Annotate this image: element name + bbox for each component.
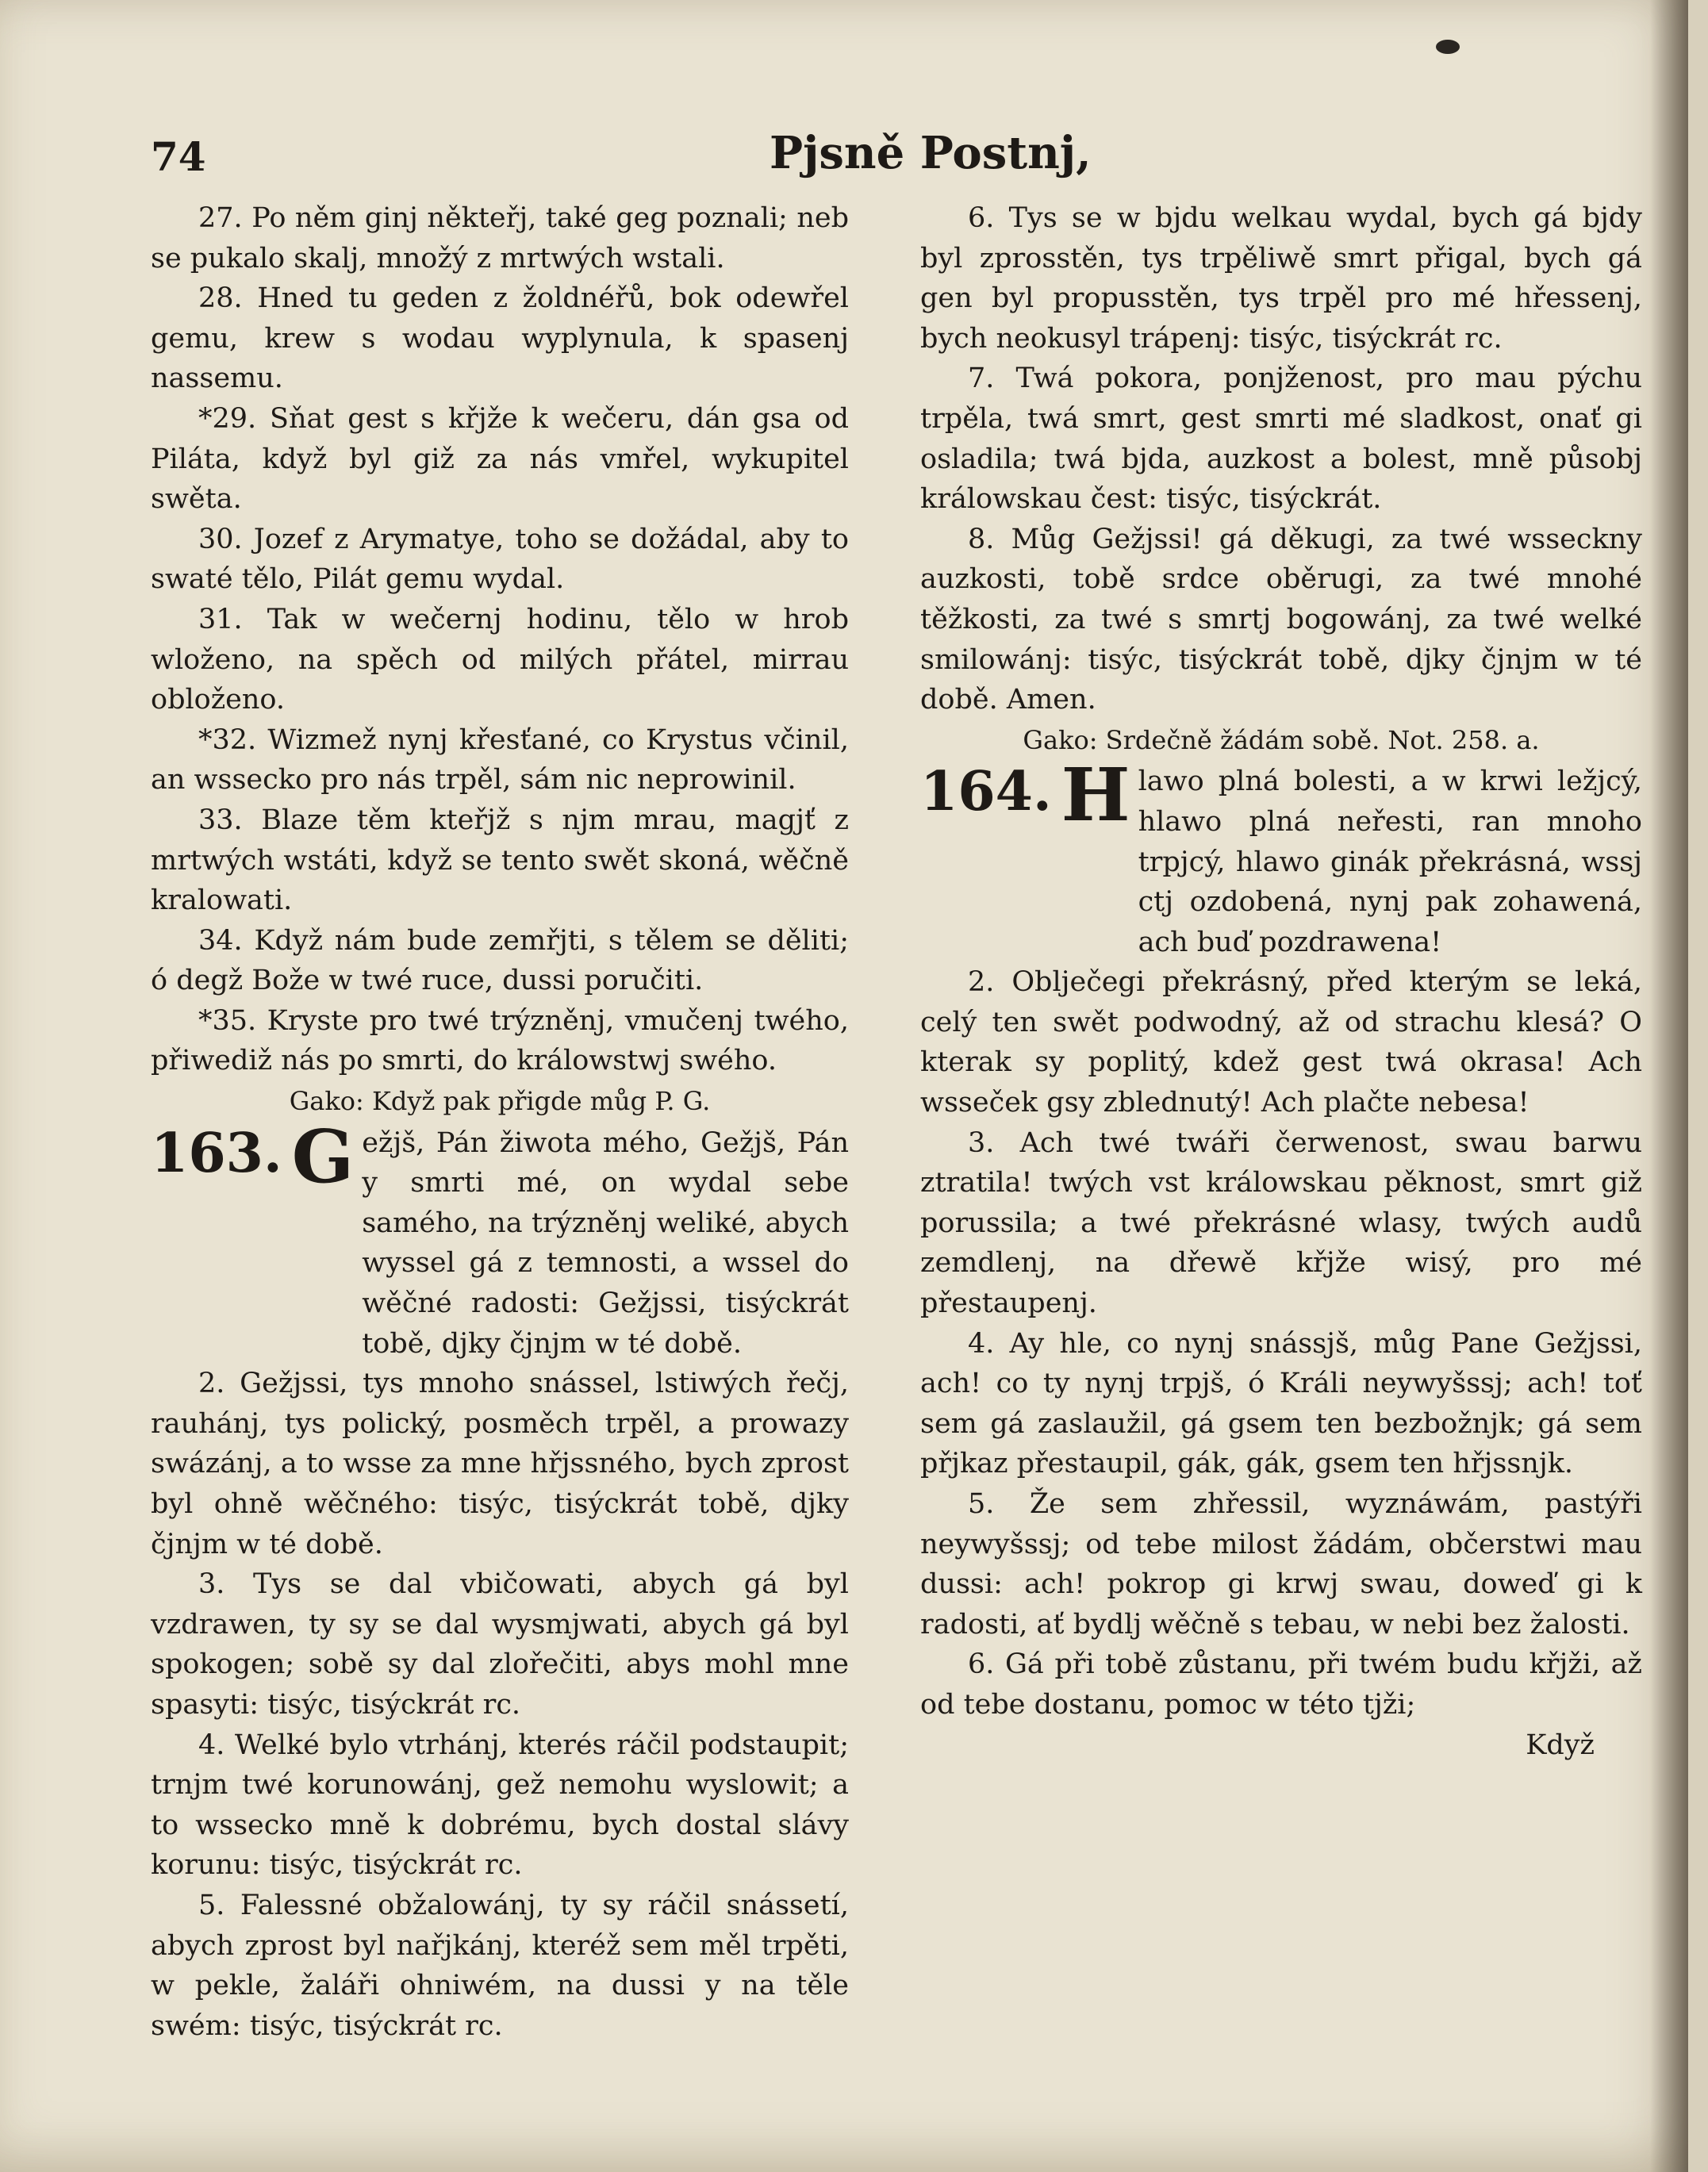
- verse: 4. Welké bylo vtrhánj, kterés ráčil podstaupit; trnjm twé korunowánj, gež nemohu wyslowit; a to wssecko mně k dobrému, bych dostal slávy korunu: tisýc, tisýckrát rc.: [151, 1729, 849, 1882]
- verse: *35. Kryste pro twé trýzněnj, vmučenj twého, přiwediž nás po smrti, do králowstwj swého.: [151, 1004, 849, 1077]
- verse: 30. Jozef z Arymatye, toho se dožádal, aby to swaté tělo, Pilát gemu wydal.: [151, 523, 849, 596]
- verse: 2. Oblječegi překrásný, před kterým se leká, celý ten swět podwodný, až od strachu klesá? O kterak sy poplitý, kdež gest twá okrasa! Ach wsseček gsy zblednutý! Ach plačte nebesa!: [920, 966, 1642, 1119]
- verse: 5. Falessné obžalowánj, ty sy ráčil snássetí, abych zprost byl nařjkánj, kteréž sem měl trpěti, w pekle, žaláři ohniwém, na dussi y na těle swém: tisýc, tisýckrát rc.: [151, 1889, 849, 2042]
- drop-cap: G: [291, 1113, 355, 1199]
- hymn-number: 164.: [920, 760, 1052, 824]
- verse: 28. Hned tu geden z žoldnéřů, bok odewřel gemu, krew s wodau wyplynula, k spasenj nassemu.: [151, 282, 849, 395]
- verse: 2. Gežjssi, tys mnoho snássel, lstiwých řečj, rauhánj, tys polický, posměch trpěl, a prowazy swázánj, a to wsse za mne hřjssného, bych zprost byl ohně wěčného: tisýc, tisýckrát tobě, djky čjnjm w té době.: [151, 1368, 849, 1560]
- ink-blot: [1436, 40, 1460, 54]
- verse: *29. Sňat gest s křjže k wečeru, dán gsa od Piláta, když byl giž za nás vmřel, wykupitel swěta.: [151, 402, 849, 516]
- hymn-163: [151, 1113, 849, 2047]
- hymn-heading: [151, 1113, 849, 1364]
- verse: 3. Ach twé twáři čerwenost, swau barwu ztratila! twých vst králowskau pěknost, smrt giž porussila; a twé překrásné wlasy, twých audů zemdlenj, na dřewě křjže wisý, pro mé přestaupenj.: [920, 1126, 1642, 1320]
- tune-attribution: Gako: Když pak přigde můg P. G.: [289, 1086, 711, 1117]
- right-column: [920, 198, 1642, 1765]
- page-header: [151, 127, 1650, 198]
- left-column: [151, 198, 849, 2046]
- verse: 4. Ay hle, co nynj snássjš, můg Pane Gežjssi, ach! co ty nynj trpjš, ó Králi neywyšssj; ach! toť sem gá zaslaužil, gá gsem ten bezbožnjk; gá sem přjkaz přestaupil, gák, gák, gsem ten hřjssnjk.: [920, 1327, 1642, 1480]
- page-gutter-shadow: [1650, 0, 1688, 2172]
- running-title: Pjsně Postnj,: [770, 127, 1092, 179]
- verse: 6. Gá při tobě zůstanu, při twém budu křjži, až od tebe dostanu, pomoc w této tjži;: [920, 1648, 1642, 1721]
- verse: 8. Můg Gežjssi! gá děkugi, za twé wsseckny auzkosti, tobě srdce oběrugi, za twé mnohé těžkosti, za twé s smrtj bogowánj, za twé welké smilowánj: tisýc, tisýckrát tobě, djky čjnjm w té době. Amen.: [920, 523, 1642, 716]
- tune-attribution: Gako: Srdečně žádám sobě. Not. 258. a.: [1023, 724, 1540, 755]
- hymn-164: [920, 752, 1642, 1765]
- drop-cap: H: [1061, 752, 1130, 838]
- verse: *32. Wizmež nynj křesťané, co Krystus včinil, an wssecko pro nás trpěl, sám nic neprowinil.: [151, 723, 849, 796]
- hymn-heading: [920, 752, 1642, 962]
- hymn-number: 163.: [151, 1121, 282, 1185]
- adjacent-page-edge: [1688, 0, 1708, 2172]
- verse: 5. Že sem zhřessil, wyznáwám, pastýři neywyšssj; od tebe milost žádám, občerstwi mau dussi: ach! pokrop gi krwj swau, doweď gi k radosti, ať bydlj wěčně s tebau, w nebi bez žalosti.: [920, 1488, 1642, 1641]
- verse: 33. Blaze těm kteřjž s njm mrau, magjť z mrtwých wstáti, když se tento swět skoná, wěčně kralowati.: [151, 804, 849, 917]
- first-stanza: lawo plná bolesti, a w krwi ležjcý, hlawo plná neřesti, ran mnoho trpjcý, hlawo ginák překrásná, wssj ctj ozdobená, nynj pak zohawená, ach buď pozdrawena!: [1138, 766, 1642, 958]
- first-stanza: ežjš, Pán žiwota mého, Gežjš, Pán y smrti mé, on wydal sebe samého, na trýzněnj weliké, abych wyssel gá z temnosti, a wssel do wěčné radosti: Gežjssi, tisýckrát tobě, djky čjnjm w té době.: [362, 1126, 849, 1360]
- verse: 27. Po něm ginj někteřj, také geg poznali; neb se pukalo skalj, množý z mrtwých wstali.: [151, 202, 849, 274]
- page-number: 74: [151, 133, 206, 180]
- verse: 31. Tak w wečernj hodinu, tělo w hrob wloženo, na spěch od milých přátel, mirrau obloženo.: [151, 603, 849, 716]
- verse: 7. Twá pokora, ponjženost, pro mau pýchu trpěla, twá smrt, gest smrti mé sladkost, onať gi osladila; twá bjda, auzkost a bolest, mně působj králowskau čest: tisýc, tisýckrát.: [920, 363, 1642, 516]
- verse: 34. Když nám bude zemřjti, s tělem se děliti; ó degž Bože w twé ruce, dussi poručiti.: [151, 924, 849, 997]
- verse: 6. Tys se w bjdu welkau wydal, bych gá bjdy byl zprosstěn, tys trpěliwě smrt přigal, bych gá gen byl propusstěn, tys trpěl pro mé hřessenj, bych neokusyl trápenj: tisýc, tisýckrát rc.: [920, 202, 1642, 355]
- verse: 3. Tys se dal vbičowati, abych gá byl vzdrawen, ty sy se dal wysmjwati, abych gá byl spokogen; sobě sy dal zlořečiti, abys mohl mne spasyti: tisýc, tisýckrát rc.: [151, 1568, 849, 1721]
- catchword: Když: [1526, 1729, 1595, 1761]
